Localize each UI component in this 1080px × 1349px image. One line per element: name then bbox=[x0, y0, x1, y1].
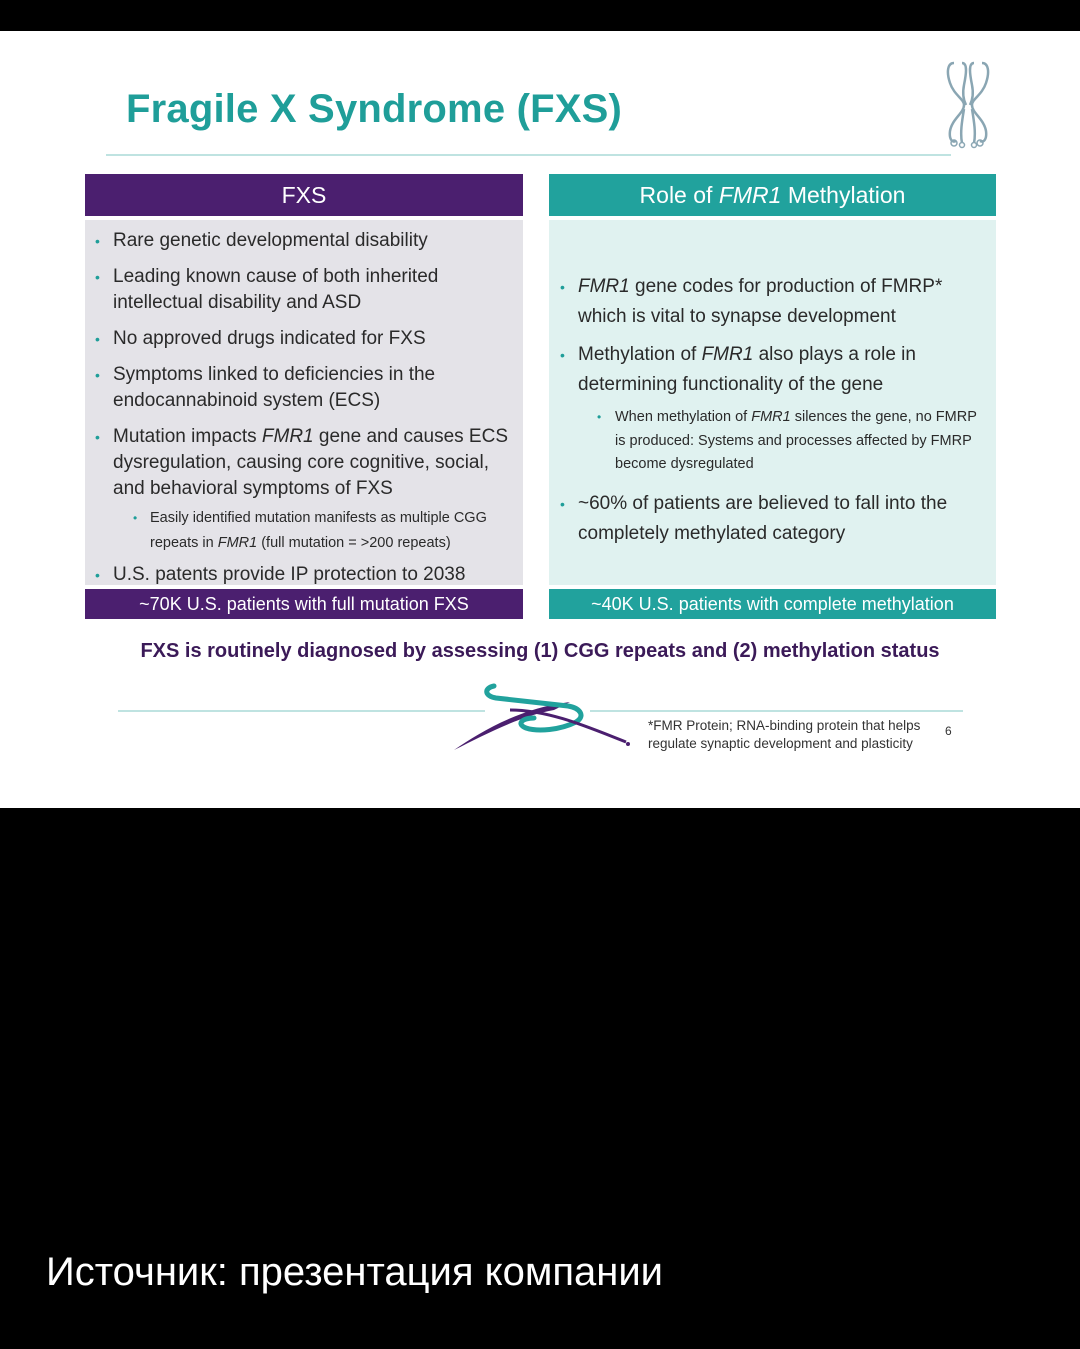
text: Methylation of bbox=[578, 344, 702, 365]
methylation-sub-bullet bbox=[615, 406, 978, 477]
footer-divider-left bbox=[118, 710, 485, 712]
fxs-bullet: • No approved drugs indicated for FXS bbox=[113, 326, 511, 352]
methylation-bullet: • ~60% of patients are believed to fall into the completely methylated category bbox=[578, 489, 978, 549]
methylation-bullet bbox=[578, 340, 978, 400]
fxs-panel-header: FXS bbox=[85, 174, 523, 216]
slide bbox=[0, 31, 1080, 808]
text: gene and causes ECS dysregulation, causing core cognitive, social, and behavioral symptoms of FXS bbox=[113, 426, 508, 499]
title-divider bbox=[106, 154, 951, 156]
fxs-bullet bbox=[113, 424, 511, 502]
footnote-line: *FMR Protein; RNA-binding protein that helps bbox=[648, 718, 921, 733]
gene-name: FMR1 bbox=[217, 535, 258, 551]
methylation-panel-header bbox=[549, 174, 996, 216]
fxs-bullet-list bbox=[85, 220, 523, 588]
chromosome-icon bbox=[940, 57, 995, 152]
gene-name: FMR1 bbox=[261, 426, 314, 447]
fxs-bullet: • Rare genetic developmental disability bbox=[113, 228, 511, 254]
text: silences the gene, no FMRP is produced: Systems and processes affected by FMRP become dysregulated bbox=[615, 409, 977, 472]
source-caption: Источник: презентация компании bbox=[46, 1250, 664, 1294]
fxs-sub-bullet bbox=[150, 506, 511, 556]
fxs-bullet: • Leading known cause of both inherited intellectual disability and ASD bbox=[113, 264, 511, 316]
gene-name: FMR1 bbox=[751, 409, 791, 425]
footnote-line: regulate synaptic development and plasticity bbox=[648, 736, 913, 751]
methylation-bullet bbox=[578, 272, 978, 332]
diagnosis-summary: FXS is routinely diagnosed by assessing (1) CGG repeats and (2) methylation status bbox=[140, 640, 940, 662]
fxs-panel-footer: ~70K U.S. patients with full mutation FXS bbox=[85, 589, 523, 619]
gene-name: FMR1 bbox=[701, 344, 754, 365]
text: also plays a role in determining functionality of the gene bbox=[578, 344, 916, 395]
methylation-panel-footer: ~40K U.S. patients with complete methylation bbox=[549, 589, 996, 619]
fxs-bullet: • Symptoms linked to deficiencies in the endocannabinoid system (ECS) bbox=[113, 362, 511, 414]
company-logo bbox=[450, 680, 630, 755]
fxs-panel-body bbox=[85, 220, 523, 585]
page-number: 6 bbox=[945, 724, 952, 738]
text: Role of bbox=[639, 181, 719, 208]
footnote bbox=[648, 717, 920, 753]
methylation-bullet-list bbox=[549, 220, 996, 549]
gene-name: FMR1 bbox=[578, 276, 630, 297]
slide-title: Fragile X Syndrome (FXS) bbox=[126, 87, 623, 131]
text: Mutation impacts bbox=[113, 426, 262, 447]
footer-divider-right bbox=[590, 710, 963, 712]
fxs-bullet: • U.S. patents provide IP protection to 2038 bbox=[113, 562, 511, 588]
text: gene codes for production of FMRP* which is vital to synapse development bbox=[578, 276, 943, 327]
text: (full mutation = >200 repeats) bbox=[257, 535, 451, 551]
methylation-panel-body bbox=[549, 220, 996, 585]
text: When methylation of bbox=[615, 409, 752, 425]
text: Methylation bbox=[781, 181, 906, 208]
text: Easily identified mutation manifests as multiple CGG repeats in bbox=[150, 510, 487, 551]
gene-name: FMR1 bbox=[718, 181, 782, 208]
